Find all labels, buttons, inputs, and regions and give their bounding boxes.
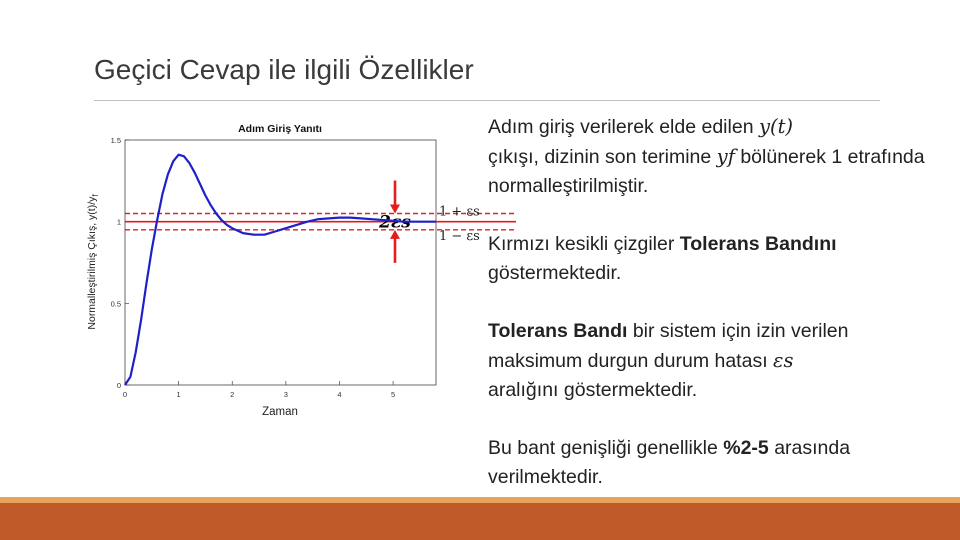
- p1-math-yf: yf: [716, 145, 735, 168]
- y-tick-label: 1: [116, 217, 121, 227]
- x-axis-label: Zaman: [262, 406, 298, 418]
- p1-math-yt: y(t): [758, 115, 794, 138]
- slide-title: Geçici Cevap ile ilgili Özellikler: [94, 54, 474, 85]
- band-width-label: 2εs: [379, 212, 411, 233]
- p4-bold: %2-5: [723, 437, 769, 459]
- upper-bound-label: 1 + εs: [439, 204, 480, 220]
- p4-text-b: arasında verilmektedir.: [488, 437, 851, 488]
- x-tick-label: 5: [391, 390, 396, 399]
- y-axis-label-subscript: f: [91, 194, 100, 197]
- p3-math-eps: εs: [773, 349, 794, 372]
- p3-text-a: bir sistem için izin verilen maksimum durgun durum hatası: [488, 320, 849, 372]
- x-tick-label: 2: [230, 390, 235, 399]
- lower-bound-label: 1 − εs: [439, 228, 480, 244]
- y-tick-label: 0: [116, 381, 121, 390]
- y-tick-label: 1.5: [110, 136, 121, 145]
- plot-frame: [125, 140, 436, 385]
- paragraph-tolerance-band: [488, 317, 928, 405]
- p3-bold: Tolerans Bandı: [488, 320, 628, 342]
- explanation-panel: [488, 112, 928, 521]
- title-divider: [94, 100, 880, 101]
- p2-text-a: Kırmızı kesikli çizgiler: [488, 233, 680, 255]
- series-group: [125, 155, 436, 385]
- y-tick-label: 0.5: [110, 299, 121, 309]
- x-tick-label: 3: [283, 390, 288, 399]
- y-axis-label-main: Normalleştirilmiş Çıkış, y(t)/y: [86, 196, 98, 330]
- p1-text-c: bölünerek 1 etrafında normalleştirilmiştir.: [488, 146, 925, 197]
- footer-bar: [0, 503, 960, 540]
- p2-bold: Tolerans Bandını: [679, 233, 837, 255]
- paragraph-red-lines: [488, 230, 928, 288]
- p4-text-a: Bu bant genişliği genellikle: [488, 437, 724, 459]
- x-axis-ticks: [123, 381, 395, 399]
- y-axis-ticks: [111, 136, 129, 390]
- p1-text-b: çıkışı, dizinin son terimine: [488, 146, 717, 168]
- step-response-chart: [78, 115, 498, 425]
- tolerance-band: [125, 181, 516, 263]
- y-axis-label: [86, 194, 100, 330]
- x-tick-label: 1: [176, 390, 181, 399]
- p3-text-b: aralığını göstermektedir.: [488, 379, 698, 401]
- p1-text-a: Adım giriş verilerek elde edilen: [488, 116, 759, 138]
- x-tick-label: 4: [337, 390, 342, 399]
- chart-title: Adım Giriş Yanıtı: [238, 123, 322, 135]
- x-tick-label: 0: [122, 390, 128, 399]
- paragraph-normalization: [488, 112, 928, 201]
- p2-text-b: göstermektedir.: [488, 262, 622, 284]
- step-response-line: [125, 155, 436, 385]
- paragraph-band-width: [488, 434, 928, 492]
